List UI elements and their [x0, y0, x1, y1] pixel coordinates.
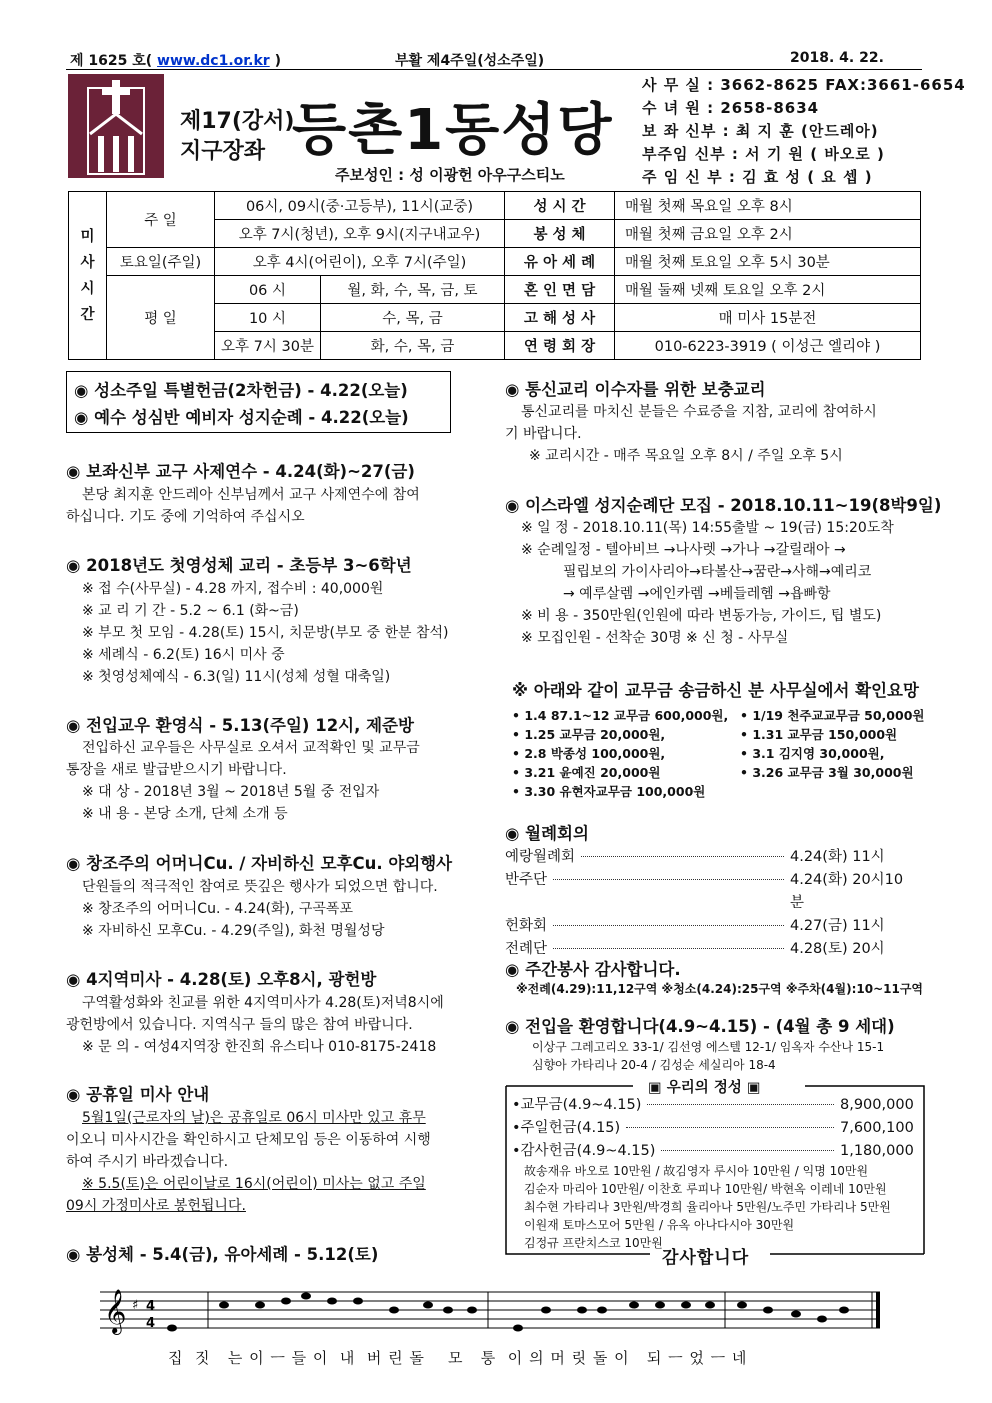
weekday-days: 월, 화, 수, 목, 금, 토 — [321, 276, 505, 304]
text-line: ※ 비 용 - 350만원(인원에 따라 변동가능, 가이드, 팁 별도) — [521, 608, 882, 624]
section-title: ◉ 4지역미사 - 4.28(토) 오후8시, 광헌방 — [66, 970, 377, 989]
text-line: 하십니다. 기도 중에 기억하여 주십시오 — [66, 509, 305, 525]
text-line: ※ 대 상 - 2018년 3월 ~ 2018년 5월 중 전입자 — [82, 784, 380, 800]
patron-saint: 주보성인 : 성 이광헌 아우구스티노 — [335, 166, 565, 184]
svg-text:4: 4 — [146, 1299, 156, 1314]
song-lyrics: 집 짓 는 이 ㅡ 들 이 내 버 린 돌 모 퉁 이 의 머 릿 돌 이 되 ㅡ 었 ㅡ 네 — [168, 1349, 748, 1367]
text-line: ※ 교리시간 - 매주 목요일 오후 8시 / 주일 오후 5시 — [529, 448, 843, 464]
meeting-time: 4.24(화) 11시 — [790, 849, 885, 865]
service-time: 매 미사 15분전 — [615, 304, 921, 332]
text-line: ※ 창조주의 어머니Cu. - 4.24(화), 구곡폭포 — [82, 901, 353, 917]
remittance-item: • 2.8 박종성 100,000원, — [512, 746, 666, 761]
section-title: ◉ 전입을 환영합니다(4.9~4.15) - (4월 총 9 세대) — [505, 1017, 895, 1036]
sunday-time-2: 오후 7시(청년), 오후 9시(지구내교우) — [215, 220, 505, 248]
remittance-item: • 1.25 교무금 20,000원, — [512, 727, 666, 742]
section-body — [66, 992, 486, 1058]
remittance-item: • 3.1 김지영 30,000원, — [740, 746, 885, 761]
text-line: 필립보의 가이사리아→타볼산→꿈란→사해→예리코 — [563, 564, 872, 580]
text-line: ※ 부모 첫 모임 - 4.28(토) 15시, 치문방(부모 중 한분 참석) — [82, 625, 449, 641]
text-line: → 예루살렘 →에인카렘 →베들레헴 →욥빠항 — [563, 586, 831, 602]
offering-row — [512, 1094, 912, 1117]
text-line: 광헌방에서 있습니다. 지역식구 들의 많은 참여 바랍니다. — [66, 1017, 413, 1033]
meeting-name: 예랑월례회 — [505, 849, 576, 865]
text-line: ※ 세례식 - 6.2(토) 16시 미사 중 — [82, 647, 285, 663]
section-title: ◉ 공휴일 미사 안내 — [66, 1085, 210, 1104]
section-title: ◉ 전입교우 환영식 - 5.13(주일) 12시, 제준방 — [66, 716, 414, 735]
svg-text:♯: ♯ — [132, 1298, 139, 1313]
section-body — [66, 1107, 486, 1217]
text-line: ※ 내 용 - 본당 소개, 단체 소개 등 — [82, 806, 288, 822]
text-line: ※ 접 수(사무실) - 4.28 까지, 접수비 : 40,000원 — [82, 581, 384, 597]
header-rule — [66, 69, 922, 70]
issue-end: ) — [274, 53, 281, 69]
issue-number — [70, 50, 281, 70]
text-line: 김순자 마리아 10만원/ 이찬호 루피나 10만원/ 박현옥 이레네 10만원 — [524, 1182, 887, 1196]
section-body — [66, 484, 486, 528]
text-line: 통신교리를 마치신 분들은 수료증을 지참, 교리에 참여하시 — [521, 404, 877, 420]
text-line: ※ 첫영성체예식 - 6.3(일) 11시(성체 성혈 대축일) — [82, 669, 391, 685]
text-line: 이오니 미사시간을 확인하시고 단체모임 등은 이동하여 시행 — [66, 1132, 431, 1148]
parish-title: 등촌1동성당 — [292, 98, 614, 163]
section-title: ※ 아래와 같이 교무금 송금하신 분 사무실에서 확인요망 — [512, 681, 919, 700]
church-logo-icon — [68, 74, 164, 178]
saturday-label: 토요일(주일) — [107, 248, 215, 276]
remittance-item: • 1.31 교무금 150,000원 — [740, 727, 898, 742]
newcomers-list — [532, 1038, 884, 1074]
district-line2: 지구장좌 — [180, 139, 266, 164]
svg-text:𝄞: 𝄞 — [104, 1289, 127, 1333]
service-time: 매월 첫째 토요일 오후 5시 30분 — [615, 248, 921, 276]
thanks-label: 감사합니다 — [662, 1248, 750, 1268]
weekday-time: 06 시 — [215, 276, 321, 304]
remittance-item: • 3.30 유현자교무금 100,000원 — [512, 784, 706, 799]
offering-row — [512, 1117, 912, 1140]
website-link[interactable]: www.dc1.or.kr — [157, 53, 270, 69]
offering-name: •교무금(4.9~4.15) — [512, 1097, 642, 1113]
weekday-time: 10 시 — [215, 304, 321, 332]
service-name: 연 령 회 장 — [505, 332, 615, 360]
contact-block — [642, 74, 966, 189]
meeting-name: 반주단 — [505, 872, 548, 888]
text-line: 이상구 그레고리오 33-1/ 김선영 에스텔 12-1/ 임옥자 수산나 15-1 — [532, 1040, 885, 1054]
weekday-label: 평 일 — [107, 276, 215, 360]
text-line: 이원재 토마스모어 5만원 / 유옥 아나다시아 30만원 — [524, 1218, 795, 1232]
text-line: ※ 일 정 - 2018.10.11(목) 14:55출발 ~ 19(금) 15:20도착 — [521, 520, 894, 536]
text-line: ※ 문 의 - 여성4지역장 한진희 유스티나 010-8175-2418 — [82, 1039, 437, 1055]
text-line: 단원들의 적극적인 참여로 뜻깊은 행사가 되었으면 합니다. — [82, 879, 438, 895]
highlight-line-2: ◉ 예수 성심반 예비자 성지순례 - 4.22(오늘) — [74, 408, 409, 427]
text-line: 09시 가정미사로 봉헌됩니다. — [66, 1198, 246, 1214]
assistant-priest: 보 좌 신부 : 최 지 훈 (안드레아) — [642, 122, 879, 140]
weekday-days: 화, 수, 목, 금 — [321, 332, 505, 360]
remittance-item: • 3.26 교무금 3월 30,000원 — [740, 765, 914, 780]
text-line: 기 바랍니다. — [505, 426, 582, 442]
meeting-row — [505, 915, 915, 938]
issue-date: 2018. 4. 22. — [790, 50, 884, 66]
offering-name: •감사헌금(4.9~4.15) — [512, 1143, 656, 1159]
meeting-time: 4.27(금) 11시 — [790, 918, 885, 934]
convent-phone: 수 녀 원 : 2658-8634 — [642, 99, 820, 117]
text-line: ※ 자비하신 모후Cu. - 4.29(주일), 화천 명월성당 — [82, 923, 385, 939]
remittance-item: • 1.4 87.1~12 교무금 600,000원, — [512, 708, 729, 723]
mass-schedule-table — [68, 191, 921, 360]
text-line: 5월1일(근로자의 날)은 공휴일로 06시 미사만 있고 휴무 — [82, 1110, 426, 1126]
service-time: 매월 둘째 넷째 토요일 오후 2시 — [615, 276, 921, 304]
service-name: 유 아 세 례 — [505, 248, 615, 276]
weekly-service: ※전례(4.29):11,12구역 ※청소(4.24):25구역 ※주차(4월):10~11구역 — [516, 982, 924, 996]
weekday-days: 수, 목, 금 — [321, 304, 505, 332]
section-body — [505, 517, 925, 649]
service-name: 혼 인 면 담 — [505, 276, 615, 304]
weekday-time: 오후 7시 30분 — [215, 332, 321, 360]
text-line: 故송재유 바오로 10만원 / 故김영자 루시아 10만원 / 익명 10만원 — [524, 1164, 869, 1178]
sunday-time-1: 06시, 09시(중·고등부), 11시(교중) — [215, 192, 505, 220]
music-staff-icon — [100, 1282, 890, 1342]
district-line1: 제17(강서) — [180, 109, 295, 134]
service-time: 010-6223-3919 ( 이성근 엘리야 ) — [615, 332, 921, 360]
meeting-name: 헌화회 — [505, 918, 548, 934]
text-line: ※ 5.5(토)은 어린이날로 16시(어린이) 미사는 없고 주일 — [82, 1176, 426, 1192]
liturgical-sunday: 부활 제4주일(성소주일) — [395, 53, 545, 69]
section-title: ◉ 주간봉사 감사합니다. — [505, 960, 681, 979]
text-line: ※ 모집인원 - 선착순 30명 ※ 신 청 - 사무실 — [521, 630, 789, 646]
offering-amount: 8,900,000 — [840, 1097, 914, 1113]
remittance-item: • 1/19 천주교교무금 50,000원 — [740, 708, 925, 723]
text-line: 하여 주시기 바라겠습니다. — [66, 1154, 229, 1170]
offering-amount: 1,180,000 — [840, 1143, 914, 1159]
office-phone: 사 무 실 : 3662-8625 FAX:3661-6654 — [642, 76, 966, 94]
offering-amount: 7,600,100 — [840, 1120, 914, 1136]
issue-label: 제 1625 호( — [70, 53, 153, 69]
text-line: 김정규 프란치스코 10만원 — [524, 1236, 663, 1250]
service-name: 고 해 성 사 — [505, 304, 615, 332]
service-name: 봉 성 체 — [505, 220, 615, 248]
section-title: ◉ 2018년도 첫영성체 교리 - 초등부 3~6학년 — [66, 556, 412, 575]
highlight-line-1: ◉ 성소주일 특별헌금(2차헌금) - 4.22(오늘) — [74, 381, 408, 400]
service-name: 성 시 간 — [505, 192, 615, 220]
saturday-times: 오후 4시(어린이), 오후 7시(주일) — [215, 248, 505, 276]
donor-list — [524, 1162, 891, 1252]
section-title: ◉ 보좌신부 교구 사제연수 - 4.24(화)~27(금) — [66, 462, 415, 481]
text-line: 최수현 가타리나 3만원/박경희 율리아나 5만원/노주민 가타리나 5만원 — [524, 1200, 891, 1214]
section-title: ◉ 통신교리 이수자를 위한 보충교리 — [505, 380, 766, 399]
service-time: 매월 첫째 금요일 오후 2시 — [615, 220, 921, 248]
text-line: 전입하신 교우들은 사무실로 오셔서 교적확인 및 교무금 — [82, 740, 420, 756]
section-body — [66, 737, 486, 825]
section-body — [66, 876, 486, 942]
mass-time-label: 미 사 시 간 — [69, 192, 107, 360]
text-line: 구역활성화와 친교를 위한 4지역미사가 4.28(토)저녁8시에 — [82, 995, 444, 1011]
offering-list — [512, 1094, 912, 1163]
remittance-item: • 3.21 윤예진 20,000원 — [512, 765, 661, 780]
svg-text:4: 4 — [146, 1316, 156, 1331]
offering-name: •주일헌금(4.15) — [512, 1120, 621, 1136]
meeting-row — [505, 869, 915, 915]
text-line: ※ 교 리 기 간 - 5.2 ~ 6.1 (화~금) — [82, 603, 299, 619]
meeting-time: 4.28(토) 20시 — [790, 941, 885, 957]
service-time: 매월 첫째 목요일 오후 8시 — [615, 192, 921, 220]
meeting-list — [505, 846, 915, 961]
meeting-time: 4.24(화) 20시10분 — [790, 872, 904, 911]
text-line: ※ 순례일정 - 텔아비브 →나사렛 →가나 →갈릴래아 → — [521, 542, 846, 558]
meeting-row — [505, 846, 915, 869]
sunday-label: 주 일 — [107, 192, 215, 248]
text-line: 통장을 새로 발급받으시기 바랍니다. — [66, 762, 287, 778]
section-body — [505, 401, 925, 467]
section-title: ◉ 월례회의 — [505, 824, 589, 843]
text-line: 심향아 가타리나 20-4 / 김성순 세실리아 18-4 — [532, 1058, 776, 1072]
section-title: ◉ 봉성체 - 5.4(금), 유아세례 - 5.12(토) — [66, 1245, 379, 1264]
section-body — [66, 578, 486, 688]
text-line: 본당 최지훈 안드레아 신부님께서 교구 사제연수에 참여 — [82, 487, 420, 503]
pastor: 주 임 신 부 : 김 효 성 ( 요 셉 ) — [642, 168, 873, 186]
offering-title: ▣ 우리의 정성 ▣ — [648, 1080, 761, 1096]
section-title: ◉ 이스라엘 성지순례단 모집 - 2018.10.11~19(8박9일) — [505, 496, 942, 515]
offering-row — [512, 1140, 912, 1163]
meeting-name: 전례단 — [505, 941, 548, 957]
section-title: ◉ 창조주의 어머니Cu. / 자비하신 모후Cu. 야외행사 — [66, 854, 453, 873]
associate-priest: 부주임 신부 : 서 기 원 ( 바오로 ) — [642, 145, 885, 163]
